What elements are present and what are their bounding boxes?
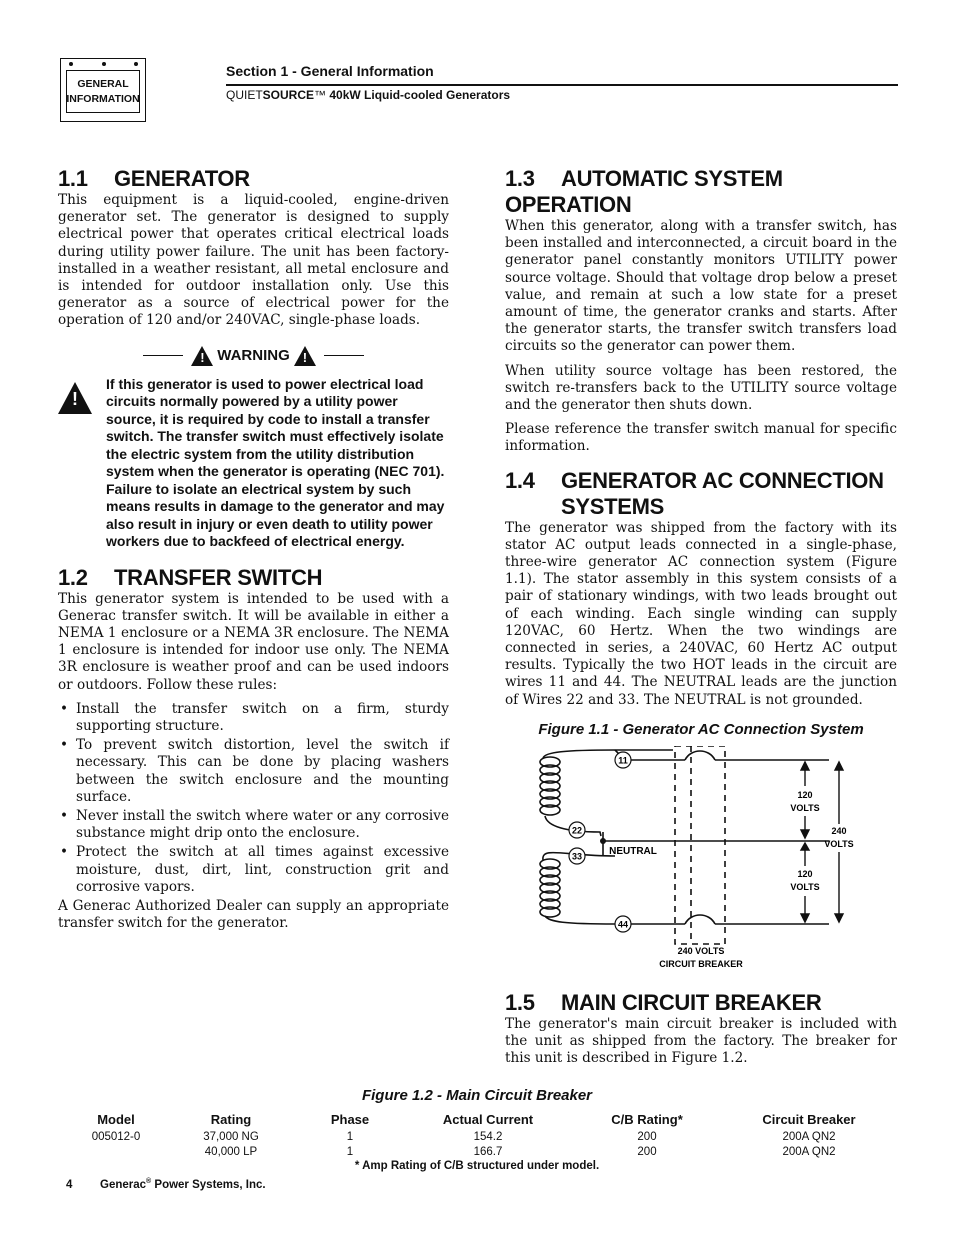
cell-cb-rating: 200 (637, 1131, 657, 1143)
wire-44-label: 44 (617, 919, 629, 930)
heading-1-5 (505, 990, 897, 1016)
cell-circuit-breaker: 200A QN2 (782, 1131, 836, 1143)
warning-header (58, 344, 449, 368)
paragraph-auto-op-3: Please reference the transfer switch manual for specific information. (505, 421, 897, 455)
heading-text: MAIN CIRCUIT BREAKER (561, 990, 822, 1016)
rules-list (58, 701, 449, 896)
right-column (505, 166, 897, 1068)
cell-cb-rating: 200 (637, 1146, 657, 1158)
breaker-top (685, 751, 715, 760)
paragraph-ac-connection: The generator was shipped from the factory with its stator AC output leads connected in a single-phase, three-wire generator AC connection system (Figure 1.1). The stator assembly in this system consists of a pair of stationary windings, with two leads brought out of each winding. Each single winding can supply 120VAC, 60 Hertz. When the two windings are connected in series, a 240VAC, 60 Hertz AC output results. Typically the two HOT leads in the circuit are wires 11 and 44. The NEUTRAL leads are the junction of Wires 22 and 33. The NEUTRAL is not grounded. (505, 519, 897, 708)
cell-circuit-breaker: 200A QN2 (782, 1146, 836, 1158)
cell-phase: 1 (346, 1146, 354, 1158)
table-row (66, 1145, 896, 1160)
breaker-label-2: CIRCUIT BREAKER (659, 959, 743, 970)
heading-1-4 (505, 468, 897, 520)
list-item-text: Install the transfer switch on a firm, sturdy supporting structure. (76, 700, 449, 735)
product-tm: ™ (314, 88, 327, 102)
breaker-bottom (685, 915, 715, 924)
page-footer (66, 1178, 266, 1191)
heading-number: 1.1 (58, 166, 88, 191)
tab-dot (69, 62, 73, 66)
list-item-text: Never install the switch where water or any corrosive substance might drip onto the enclosure. (76, 808, 449, 842)
list-item: • Never install the switch where water or any corrosive substance might drip onto the enclosure. (60, 808, 449, 842)
figure-caption: Figure 1.1 - Generator AC Connection System (538, 720, 864, 738)
tab-dot (134, 62, 138, 66)
cell-actual-current: 166.7 (473, 1146, 503, 1158)
tab-line-2: INFORMATION (66, 92, 140, 105)
cell-rating: 40,000 LP (204, 1146, 258, 1158)
heading-text: AUTOMATIC SYSTEM OPERATION (505, 166, 783, 217)
col-circuit-breaker: Circuit Breaker (762, 1112, 856, 1127)
table-header-row (66, 1112, 896, 1130)
col-rating: Rating (210, 1112, 252, 1127)
left-column (58, 166, 449, 932)
registered-mark: ® (146, 1178, 152, 1185)
lower-winding-coil (540, 859, 560, 917)
upper-volts-label: VOLTS (790, 803, 820, 814)
neutral-junction (600, 838, 606, 844)
cell-model: 005012-0 (91, 1131, 141, 1143)
warning-label: WARNING (217, 347, 290, 365)
lower-volts-label: VOLTS (790, 882, 820, 893)
page-number: 4 (66, 1178, 73, 1191)
list-item: • Install the transfer switch on a firm, sturdy supporting structure. (60, 700, 449, 735)
table-row (66, 1130, 896, 1145)
company-suffix: Power Systems, Inc. (151, 1178, 266, 1191)
col-phase: Phase (330, 1112, 370, 1127)
warning-box (58, 376, 449, 551)
product-title (226, 88, 510, 102)
lower-120-label: 120 (797, 869, 813, 880)
heading-1-2 (58, 565, 449, 591)
list-item: • To prevent switch distortion, level the switch if necessary. This can be done by placing washers between the switch enclosure and the mounting surface. (60, 737, 449, 805)
paragraph-dealer: A Generac Authorized Dealer can supply an appropriate transfer switch for the generator. (58, 898, 449, 932)
wire-11-label: 11 (618, 755, 628, 766)
col-actual-current: Actual Current (442, 1112, 534, 1127)
product-prefix: QUIET (226, 88, 263, 102)
breaker-table (66, 1112, 896, 1160)
heading-number: 1.5 (505, 990, 535, 1016)
upper-120-label: 120 (797, 790, 813, 801)
warning-alert-icon: ! (58, 382, 92, 414)
warning-text: If this generator is used to power electrical load circuits normally powered by a utility power source, it is required by code to install a transfer switch. The transfer switch must effectively isolate the electric system from the utility distribution system when the generator is operating (NEC 701). Failure to isolate an electrical system by such means results in damage to the generator and may also result in injury or even death to utility power workers due to backfeed of electrical energy. (106, 375, 445, 550)
upper-winding-coil (540, 757, 560, 815)
heading-text: TRANSFER SWITCH (114, 564, 323, 590)
product-brand: SOURCE (262, 88, 315, 102)
warning-triangle-icon: ! (191, 346, 213, 366)
heading-number: 1.3 (505, 166, 535, 191)
cell-rating: 37,000 NG (203, 1131, 259, 1143)
warning-rule (324, 355, 364, 357)
tab-line-1: GENERAL (77, 77, 129, 90)
warning-triangle-icon: ! (294, 346, 316, 366)
product-rest: 40kW Liquid-cooled Generators (326, 88, 511, 102)
total-volts-label: VOLTS (824, 839, 854, 850)
table-footnote: * Amp Rating of C/B structured under model. (354, 1160, 600, 1172)
breaker-label-1: 240 VOLTS (677, 946, 725, 957)
wire-33-label: 33 (571, 851, 583, 862)
tab-dot (102, 62, 106, 66)
list-item-text: To prevent switch distortion, level the switch if necessary. This can be done by placing washers between the switch enclosure and the mounting surface. (76, 737, 449, 805)
total-240-label: 240 (831, 826, 847, 837)
paragraph-auto-op-1: When this generator, along with a transfer switch, has been installed and interconnected, a circuit board in the generator panel constantly monitors UTILITY power source voltage. Should that voltage drop below a preset value, and remain at such a low state for a preset amount of time, the generator cranks and starts. After the generator starts, the transfer switch transfers load circuits so the generator can power them. (505, 218, 897, 355)
heading-number: 1.4 (505, 467, 535, 493)
paragraph-transfer-switch: This generator system is intended to be used with a Generac transfer switch. It will be available in either a NEMA 1 enclosure or a NEMA 3R enclosure. The NEMA 1 enclosure is intended for indoor use only. The NEMA 3R enclosure is weather proof and can be used indoors or outdoors. Follow these rules: (58, 590, 449, 693)
header-rule (226, 84, 898, 86)
col-cb-rating: C/B Rating* (611, 1112, 683, 1127)
tab-label (66, 70, 140, 113)
heading-1-3 (505, 166, 897, 218)
heading-text: GENERATOR AC CONNECTION (561, 467, 884, 493)
list-item: • Protect the switch at all times against excessive moisture, dust, dirt, lint, construction grit and corrosive vapors. (60, 844, 449, 895)
ac-connection-diagram (505, 746, 897, 986)
table-caption: Figure 1.2 - Main Circuit Breaker (361, 1087, 593, 1104)
company-name: Generac (100, 1178, 147, 1191)
heading-text-line-2: SYSTEMS (561, 493, 665, 519)
warning-rule (143, 355, 183, 357)
paragraph-auto-op-2: When utility source voltage has been restored, the switch re-transfers back to the UTILITY source voltage and the generator then shuts down. (505, 362, 897, 414)
cell-actual-current: 154.2 (473, 1131, 503, 1143)
cell-phase: 1 (346, 1131, 354, 1143)
section-tab (60, 58, 146, 122)
col-model: Model (97, 1112, 135, 1127)
cell-model (66, 1145, 166, 1160)
heading-text: GENERATOR (114, 166, 250, 191)
paragraph-generator: This equipment is a liquid-cooled, engine-driven generator set. The generator is designed to supply electrical power that operates critical electrical loads during utility power failure. The unit has been factory-installed in a weather resistant, all metal enclosure and is intended for outdoor installation only. Use this generator as a source of electrical power for the operation of 120 and/or 240VAC, single-phase loads. (58, 192, 449, 329)
list-item-text: Protect the switch at all times against excessive moisture, dust, dirt, lint, construction grit and corrosive vapors. (76, 844, 449, 895)
neutral-label: NEUTRAL (609, 846, 657, 858)
section-title: Section 1 - General Information (226, 63, 434, 79)
paragraph-main-breaker: The generator's main circuit breaker is included with the unit as shipped from the factory. The breaker for this unit is described in Figure 1.2. (505, 1016, 897, 1067)
heading-number: 1.2 (58, 564, 88, 590)
wire-22-label: 22 (571, 825, 583, 836)
heading-1-1 (58, 166, 449, 192)
